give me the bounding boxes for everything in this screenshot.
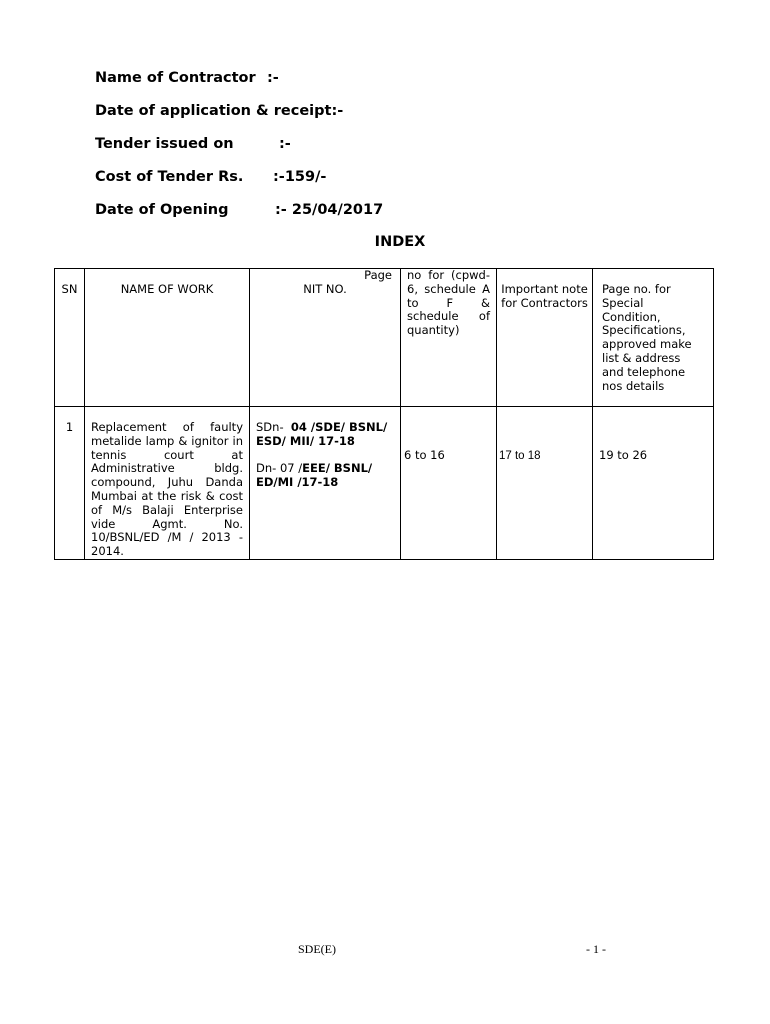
table-header-row	[55, 269, 714, 407]
tender-issued-field	[95, 136, 291, 152]
header-special-conditions: Page no. for Special Condition, Specifications, approved make list & address and telephone nos details	[593, 269, 714, 407]
tender-cost-label: Cost of Tender Rs.	[95, 169, 244, 185]
application-date-field	[95, 103, 343, 119]
opening-date-field	[95, 202, 383, 218]
tender-cost-value: :-159/-	[273, 169, 327, 185]
tender-cost-field	[95, 169, 326, 185]
index-table	[54, 268, 714, 560]
header-nit-label: NIT NO.	[303, 282, 347, 296]
row-page-no: 6 to 16	[401, 407, 497, 560]
header-important-note: Important note for Contractors	[497, 269, 593, 407]
index-title: INDEX	[374, 234, 426, 250]
row-nit-sdn	[256, 421, 398, 449]
footer-designation: SDE(E)	[298, 942, 336, 956]
header-name-of-work: NAME OF WORK	[85, 269, 250, 407]
header-page-no: no for (cpwd-6, schedule A to F & schedule of quantity)	[401, 269, 497, 407]
row-nit-sdn-value: 04 /SDE/ BSNL/ ESD/ MII/ 17-18	[256, 420, 388, 448]
table-row	[55, 407, 714, 560]
row-nit-dn	[256, 462, 398, 490]
contractor-name-value: :-	[267, 70, 279, 86]
row-nit-dn-value: EEE/ BSNL/ ED/MI /17-18	[256, 461, 373, 490]
contractor-name-field	[95, 70, 279, 86]
row-nit-sdn-prefix: SDn-	[256, 420, 284, 434]
header-page-word: Page	[364, 268, 392, 282]
contractor-name-label: Name of Contractor	[95, 70, 256, 86]
row-nit-no	[250, 407, 401, 560]
row-sn: 1	[55, 407, 85, 560]
row-important-note: 17 to 18	[497, 407, 593, 560]
application-date-label: Date of application & receipt:-	[95, 103, 344, 119]
tender-issued-value: :-	[279, 136, 291, 152]
row-special-conditions: 19 to 26	[593, 407, 714, 560]
header-sn: SN	[55, 269, 85, 407]
header-nit-no	[250, 269, 401, 407]
opening-date-value: :- 25/04/2017	[275, 202, 384, 218]
page-number: - 1 -	[586, 942, 606, 956]
tender-issued-label: Tender issued on	[95, 136, 234, 152]
row-nit-dn-prefix: Dn- 07 /	[256, 461, 303, 476]
opening-date-label: Date of Opening	[95, 202, 229, 218]
row-name-of-work: Replacement of faulty metalide lamp & ignitor in tennis court at Administrative bldg. compound, Juhu Danda Mumbai at the risk & cost of M/s Balaji Enterprise vide Agmt. No. 10/BSNL/ED /M / 2013 - 2014.	[85, 407, 250, 560]
